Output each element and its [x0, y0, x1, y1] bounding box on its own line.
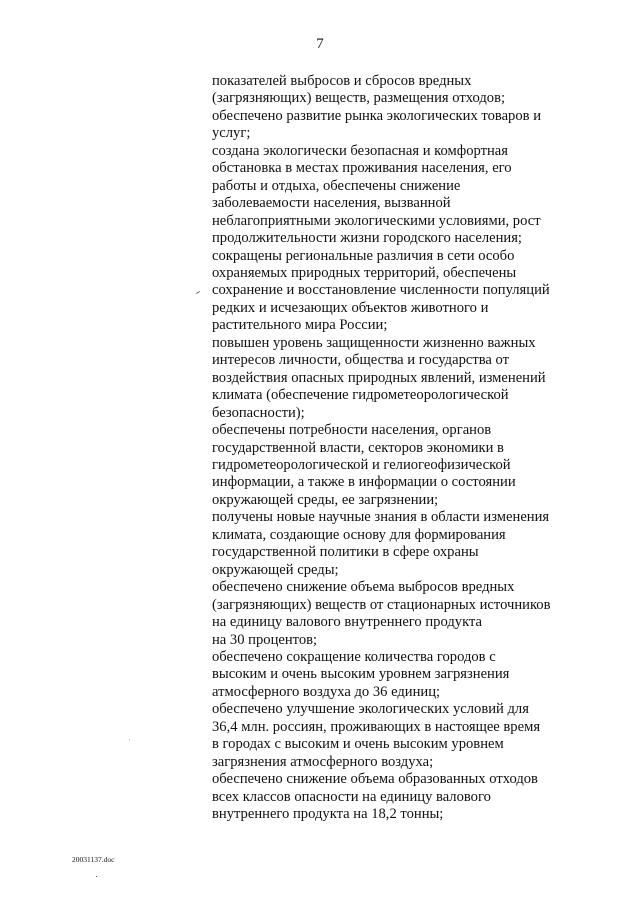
text-line: внутреннего продукта на 18,2 тонны; [212, 806, 444, 823]
text-line: сохранение и восстановление численности популяций [212, 282, 550, 299]
text-line: обеспечено снижение объема образованных отходов [212, 771, 538, 788]
text-line: (загрязняющих) веществ от стационарных источников [212, 596, 551, 613]
text-line: безопасности); [212, 404, 305, 421]
text-line: на 30 процентов; [212, 631, 318, 648]
text-line: 36,4 млн. россиян, проживающих в настоящее время [212, 718, 541, 735]
page-number: 7 [316, 36, 324, 52]
text-line: воздействия опасных природных явлений, изменений [212, 369, 546, 386]
text-line: гидрометеорологической и гелиогеофизической [212, 456, 511, 473]
text-line: загрязнения атмосферного воздуха; [212, 753, 434, 770]
text-line: охраняемых природных территорий, обеспечены [212, 264, 517, 281]
scan-mark [129, 739, 130, 740]
text-line: климата, создающие основу для формирования [212, 526, 506, 543]
text-line: продолжительности жизни городского населения; [212, 230, 522, 247]
text-line: всех классов опасности на единицу валового [212, 788, 491, 805]
text-line: показателей выбросов и сбросов вредных [212, 73, 472, 89]
text-line: обеспечено улучшение экологических условий для [212, 701, 529, 718]
text-line: окружающей среды, ее загрязнении; [212, 491, 439, 508]
text-line: обеспечено развитие рынка экологических товаров и [212, 107, 542, 124]
text-line: обеспечено снижение объема выбросов вредных [212, 579, 515, 596]
text-line: государственной власти, секторов экономики в [212, 439, 504, 456]
text-line: на единицу валового внутреннего продукта [212, 614, 482, 631]
text-line: услуг; [212, 125, 251, 142]
text-line: растительного мира России; [212, 317, 388, 334]
text-line: получены новые научные знания в области изменения [212, 509, 550, 526]
text-line: климата (обеспечение гидрометеорологической [212, 387, 509, 404]
footer-filename: 20031137.doc [72, 855, 115, 864]
text-line: работы и отдыха, обеспечены снижение [212, 177, 461, 194]
text-line: создана экологически безопасная и комфортная [212, 142, 508, 159]
text-line: в городах с высоким и очень высоким уровнем [212, 736, 504, 753]
text-line: (загрязняющих) веществ, размещения отходов; [212, 90, 506, 107]
text-line: редких и исчезающих объектов животного и [212, 299, 489, 316]
text-line: высоким и очень высоким уровнем загрязнения [212, 666, 510, 683]
text-line: повышен уровень защищенности жизненно важных [212, 334, 536, 351]
text-line: обеспечено сокращение количества городов с [212, 648, 496, 665]
document-body [212, 73, 582, 823]
text-line: обстановка в местах проживания населения, его [212, 160, 512, 177]
scan-mark [96, 876, 97, 877]
text-line: неблагоприятными экологическими условиями, рост [212, 212, 541, 229]
text-line: информации, а также в информации о состоянии [212, 474, 516, 491]
scan-mark [196, 291, 200, 294]
text-line: окружающей среды; [212, 561, 339, 578]
text-line: обеспечены потребности населения, органов [212, 422, 492, 439]
text-line: сокращены региональные различия в сети особо [212, 247, 515, 264]
text-line: заболеваемости населения, вызванной [212, 195, 451, 212]
text-line: государственной политики в сфере охраны [212, 544, 479, 561]
text-line: интересов личности, общества и государства от [212, 352, 510, 369]
text-line: атмосферного воздуха до 36 единиц; [212, 683, 441, 700]
